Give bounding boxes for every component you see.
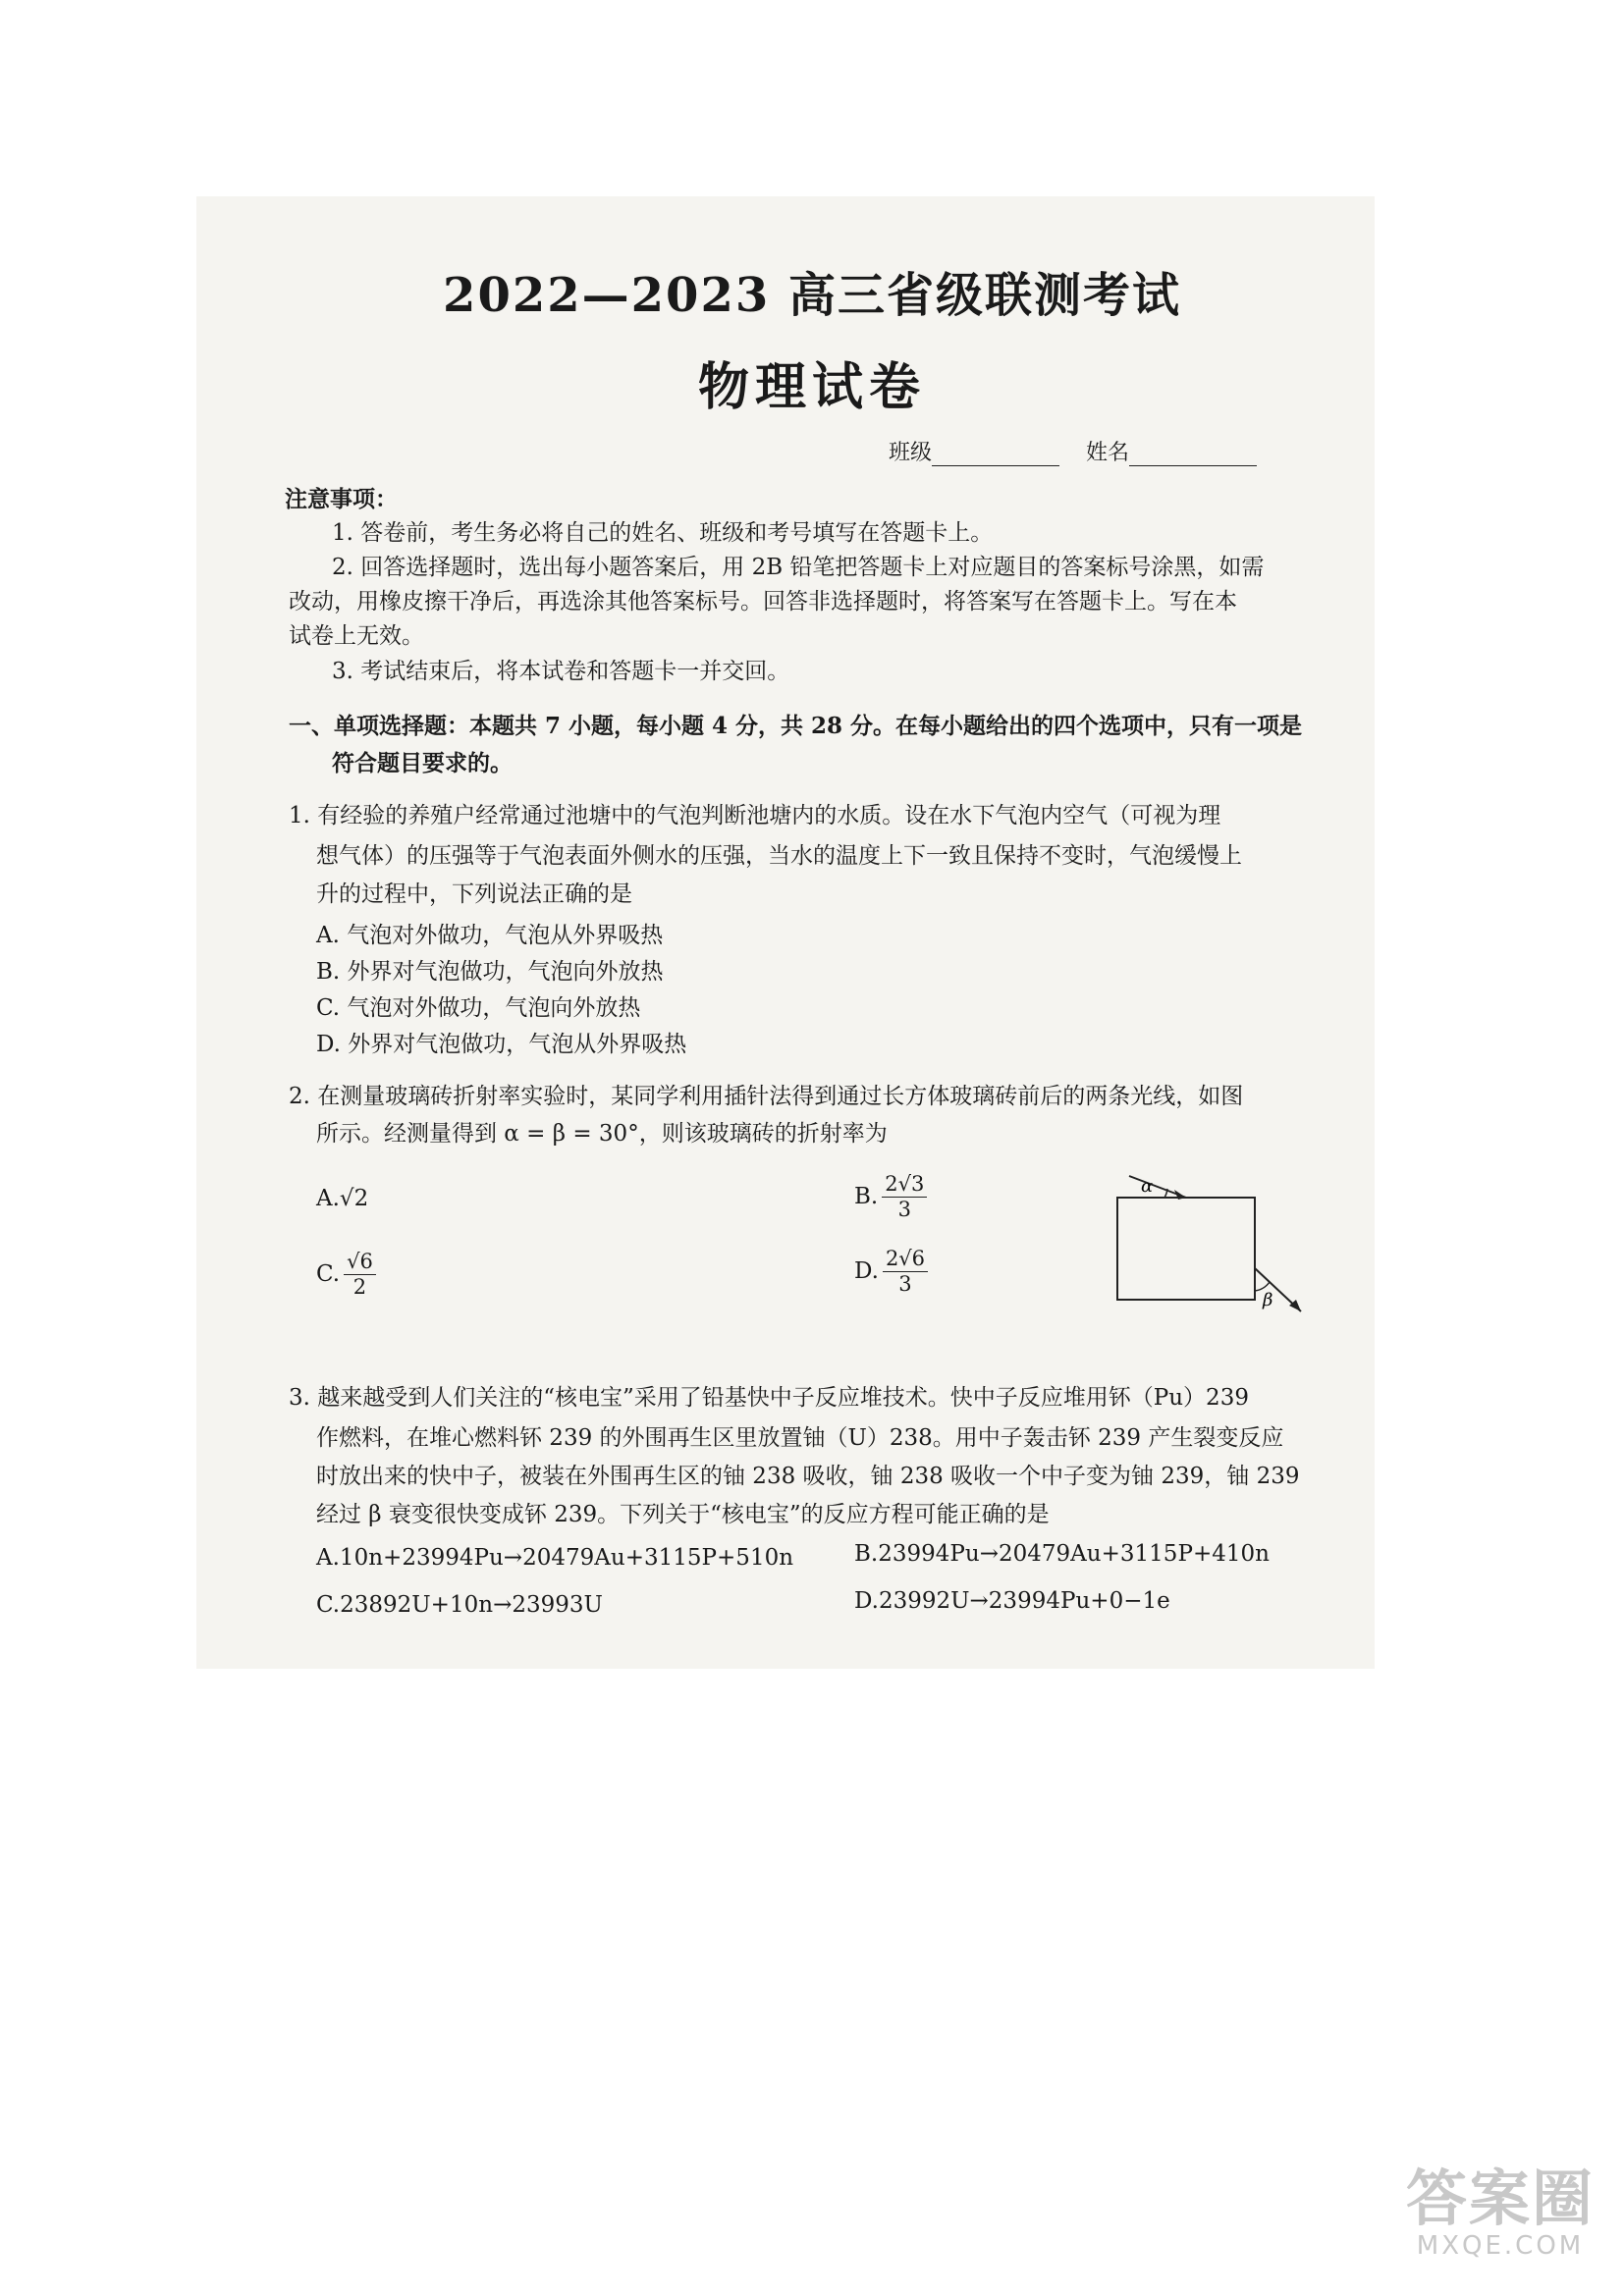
q3-a-t1-symbol: n: [368, 1545, 384, 1571]
q3-option-c-label: C.: [316, 1592, 341, 1618]
q3-a-t2-charge: 94: [445, 1545, 474, 1571]
q3-stem-line-2: 作燃料，在堆心燃料钚 239 的外围再生区里放置铀（U）238。用中子轰击钚 239 产生裂变反应: [316, 1425, 1284, 1451]
q3-d-t3-mass: 0: [1109, 1588, 1124, 1614]
q3-b-t2-symbol: Au: [1070, 1541, 1102, 1567]
q3-d-t2-mass: 239: [988, 1588, 1032, 1614]
notice-item-3: 3. 考试结束后，将本试卷和答题卡一并交回。: [332, 659, 790, 684]
q3-option-b-label: B.: [854, 1541, 879, 1567]
q3-b-term-3: [1120, 1543, 1193, 1566]
q3-b-t1-symbol: Pu: [949, 1541, 980, 1567]
q3-a-t3-charge: 79: [565, 1545, 595, 1571]
q3-a-t4-symbol: P: [701, 1545, 718, 1571]
q3-d-term-2: [989, 1590, 1090, 1613]
q3-b-t4-symbol: n: [1255, 1541, 1270, 1567]
q1-option-d: D. 外界对气泡做功，气泡从外界吸热: [316, 1032, 687, 1057]
q3-d-t3-charge: −1: [1123, 1588, 1158, 1614]
q2-option-d-fraction: [883, 1249, 928, 1295]
q3-d-t3-symbol: e: [1157, 1588, 1170, 1614]
q2-option-d-denominator: 3: [898, 1272, 912, 1296]
q3-d-term-1: [879, 1590, 970, 1613]
q3-option-c: [316, 1594, 603, 1617]
notice-item-2-line-1: 2. 回答选择题时，选出每小题答案后，用 2B 铅笔把答题卡上对应题目的答案标号涂黑，如需: [332, 555, 1265, 580]
q1-option-c: C. 气泡对外做功，气泡向外放热: [316, 995, 641, 1021]
q3-c-arrow: →: [493, 1592, 513, 1618]
q2-option-c-label: C.: [316, 1261, 341, 1287]
q2-option-b: [854, 1174, 927, 1220]
q3-b-term-1: [878, 1543, 979, 1566]
q1-option-a: A. 气泡对外做功，气泡从外界吸热: [316, 923, 664, 948]
q3-stem-line-3: 时放出来的快中子，被装在外围再生区的铀 238 吸收，铀 238 吸收一个中子变为铀 239，铀 239: [316, 1464, 1300, 1489]
q3-b-t3-mass: 31: [1119, 1541, 1150, 1567]
class-label: 班级: [889, 441, 933, 465]
name-field[interactable]: [1129, 446, 1257, 466]
q3-b-t4-mass: 1: [1225, 1541, 1241, 1567]
q2-option-b-fraction: [882, 1174, 927, 1220]
q1-stem-line-2: 想气体）的压强等于气泡表面外侧水的压强，当水的温度上下一致且保持不变时，气泡缓慢上: [316, 843, 1242, 869]
q3-a-t1-mass: 1: [339, 1545, 354, 1571]
q3-a-arrow: →: [503, 1545, 523, 1571]
site-watermark: [1406, 2150, 1595, 2261]
q3-a-t5-charge: 0: [764, 1545, 780, 1571]
q3-stem-line-4: 经过 β 衰变很快变成钚 239。下列关于“核电宝”的反应方程可能正确的是: [316, 1502, 1050, 1527]
q3-c-op-1: +: [430, 1592, 450, 1618]
q2-option-b-numerator: 2√3: [882, 1174, 927, 1198]
q3-a-t1-charge: 0: [353, 1545, 369, 1571]
q3-a-term-1: [340, 1547, 383, 1570]
notice-item-2-line-2: 改动，用橡皮擦干净后，再选涂其他答案标号。回答非选择题时，将答案写在答题卡上。写在本: [289, 589, 1237, 614]
q3-c-term-1: [340, 1594, 431, 1617]
q3-b-t2-charge: 79: [1041, 1541, 1071, 1567]
q3-a-op-2: +: [624, 1545, 644, 1571]
q3-a-op-1: +: [383, 1545, 403, 1571]
q3-a-t3-mass: 204: [522, 1545, 566, 1571]
q2-option-b-denominator: 3: [897, 1198, 911, 1221]
q2-option-b-label: B.: [854, 1184, 879, 1209]
q3-b-t1-charge: 94: [921, 1541, 950, 1567]
q2-option-c-fraction: [344, 1252, 376, 1298]
q3-a-t2-symbol: Pu: [473, 1545, 504, 1571]
q3-c-term-3: [512, 1594, 603, 1617]
q3-c-t3-mass: 239: [512, 1592, 556, 1618]
q3-b-t3-symbol: P: [1177, 1541, 1193, 1567]
q3-c-t3-charge: 93: [555, 1592, 584, 1618]
exam-title: 2022—2023 高三省级联测考试: [443, 268, 1181, 323]
q2-option-a: [316, 1188, 368, 1210]
q3-b-t4-charge: 0: [1240, 1541, 1256, 1567]
q3-a-t2-mass: 239: [402, 1545, 446, 1571]
q1-option-b: B. 外界对气泡做功，气泡向外放热: [316, 959, 664, 985]
notice-item-2-line-3: 试卷上无效。: [289, 623, 424, 649]
q3-a-term-3: [522, 1547, 625, 1570]
q3-c-term-2: [450, 1594, 493, 1617]
q3-c-t1-charge: 92: [383, 1592, 412, 1618]
q3-a-t4-mass: 31: [643, 1545, 674, 1571]
q3-c-t2-mass: 1: [449, 1592, 464, 1618]
glass-brick-figure: [1100, 1168, 1326, 1315]
section-1-instructions-line-1: 一、单项选择题：本题共 7 小题，每小题 4 分，共 28 分。在每小题给出的四个选项中，只有一项是: [289, 713, 1303, 739]
q3-c-t2-charge: 0: [463, 1592, 479, 1618]
q3-c-t3-symbol: U: [583, 1592, 603, 1618]
q2-stem-line-2: 所示。经测量得到 α = β = 30°，则该玻璃砖的折射率为: [316, 1121, 888, 1147]
q3-a-t5-mass: 1: [749, 1545, 765, 1571]
q3-b-op-1: +: [1101, 1541, 1120, 1567]
student-fields: [889, 436, 1276, 466]
q3-b-t1-mass: 239: [878, 1541, 922, 1567]
notice-heading: 注意事项：: [285, 486, 398, 512]
q1-stem-line-1: 1. 有经验的养殖户经常通过池塘中的气泡判断池塘内的水质。设在水下气泡内空气（可视为理: [289, 803, 1221, 828]
q1-stem-line-3: 升的过程中，下列说法正确的是: [316, 881, 632, 907]
q2-option-a-value: √2: [339, 1186, 369, 1211]
q3-c-t1-symbol: U: [411, 1592, 431, 1618]
q2-option-d: [854, 1249, 928, 1295]
q3-option-d-label: D.: [854, 1588, 879, 1614]
glass-brick-rectangle: [1117, 1198, 1255, 1300]
q3-option-a: [316, 1547, 793, 1570]
alpha-label: α: [1141, 1176, 1154, 1197]
q3-d-t1-symbol: U: [950, 1588, 970, 1614]
q3-a-term-4: [644, 1547, 717, 1570]
q2-option-d-numerator: 2√6: [883, 1249, 928, 1272]
watermark-logo-text: 答案圈: [1405, 2163, 1595, 2234]
q3-b-t3-charge: 15: [1149, 1541, 1178, 1567]
q3-d-t1-mass: 239: [878, 1588, 922, 1614]
q2-stem-line-1: 2. 在测量玻璃砖折射率实验时，某同学利用插针法得到通过长方体玻璃砖前后的两条光线，如图: [289, 1084, 1244, 1109]
q3-d-t2-symbol: Pu: [1059, 1588, 1091, 1614]
q3-option-b: [854, 1543, 1270, 1566]
notice-item-1: 1. 答卷前，考生务必将自己的姓名、班级和考号填写在答题卡上。: [332, 520, 994, 546]
q2-option-c: [316, 1252, 376, 1298]
q3-b-t2-mass: 204: [998, 1541, 1042, 1567]
section-1-instructions-line-2: 符合题目要求的。: [332, 750, 513, 776]
q3-a-t4-charge: 15: [673, 1545, 702, 1571]
q3-d-term-3: [1110, 1590, 1170, 1613]
q2-option-c-denominator: 2: [352, 1275, 367, 1299]
q3-a-term-2: [402, 1547, 503, 1570]
q3-a-t3-symbol: Au: [594, 1545, 625, 1571]
q3-d-op-1: +: [1090, 1588, 1110, 1614]
beta-label: β: [1263, 1290, 1273, 1310]
q3-d-arrow: →: [969, 1588, 989, 1614]
watermark-url: MXQE.COM: [1416, 2231, 1585, 2261]
q3-option-a-label: A.: [316, 1545, 340, 1571]
class-field[interactable]: [932, 446, 1059, 466]
q3-option-d: [854, 1590, 1170, 1613]
q3-b-arrow: →: [979, 1541, 999, 1567]
q3-a-t5-symbol: n: [779, 1545, 794, 1571]
q3-a-term-5: [750, 1547, 793, 1570]
q3-c-t2-symbol: n: [478, 1592, 494, 1618]
q3-stem-line-1: 3. 越来越受到人们关注的“核电宝”采用了铅基快中子反应堆技术。快中子反应堆用钚（Pu）239: [289, 1385, 1249, 1411]
q3-a-op-3: +5: [717, 1545, 750, 1571]
q3-b-op-2: +4: [1192, 1541, 1226, 1567]
q2-option-c-numerator: √6: [344, 1252, 376, 1275]
q3-b-term-2: [999, 1543, 1102, 1566]
q2-option-a-label: A.: [316, 1186, 340, 1211]
name-label: 姓名: [1086, 441, 1130, 465]
q3-c-t1-mass: 238: [340, 1592, 383, 1618]
q3-d-t2-charge: 94: [1031, 1588, 1060, 1614]
q3-b-term-4: [1226, 1543, 1270, 1566]
exam-subtitle: 物理试卷: [697, 357, 926, 417]
q3-d-t1-charge: 92: [921, 1588, 951, 1614]
q2-option-d-label: D.: [854, 1258, 879, 1284]
